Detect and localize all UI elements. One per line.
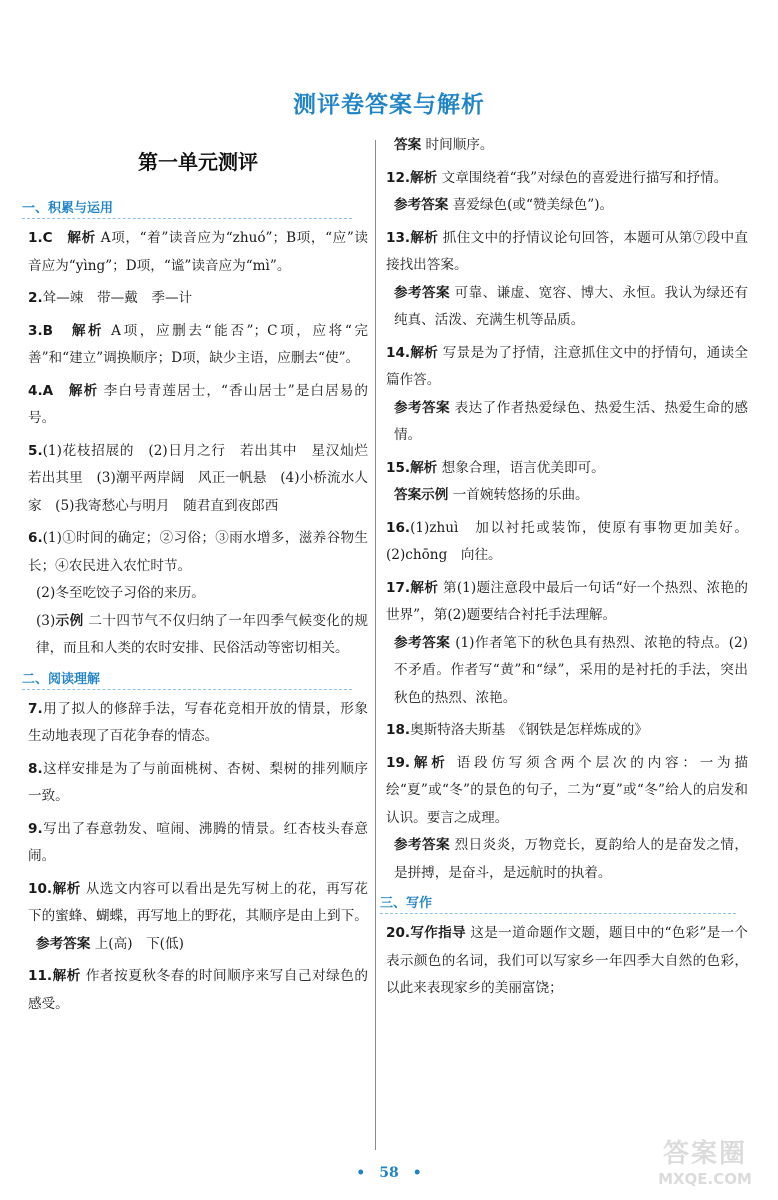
item-number: 17.	[386, 579, 411, 596]
section-heading-1: 一、积累与运用	[22, 197, 368, 219]
item-number: 7.	[28, 700, 43, 717]
right-column	[380, 132, 749, 1008]
writing-guide-label: 写作指导	[410, 925, 466, 941]
item-number: 2.	[28, 290, 43, 306]
item-number: 13.	[386, 229, 411, 246]
reference-text: 上(高) 下(低)	[94, 935, 184, 952]
answer-text: 写出了春意勃发、喧闹、沸腾的情景。红杏枝头春意闹。	[28, 820, 368, 864]
reference-text: 表达了作者热爱绿色、热爱生活、热爱生命的感情。	[394, 399, 749, 443]
unit-title: 第一单元测评	[138, 150, 258, 174]
example-label: 示例	[55, 612, 84, 629]
reference-label: 参考答案	[394, 399, 450, 416]
answer-text-part-2: (2)冬至吃饺子习俗的来历。	[36, 585, 205, 601]
answer-item-20	[386, 920, 748, 1003]
item-number: 9.	[28, 820, 43, 837]
answer-item-7	[28, 696, 368, 751]
reference-text: 可靠、谦虚、宽容、博大、永恒。我认为绿还有纯真、活泼、充满生机等品质。	[394, 284, 749, 328]
site-watermark	[640, 1138, 770, 1196]
item-number: 1.	[28, 230, 43, 246]
item-number: 11.	[28, 968, 53, 984]
answer-item-1	[28, 225, 368, 280]
analysis-text: 写景是为了抒情，注意抓住文中的抒情句，通读全篇作答。	[386, 344, 749, 388]
example-text: 二十四节气不仅归纳了一年四季气候变化的规律，而且和人类的农时安排、民俗活动等密切相关。	[36, 612, 368, 656]
item-number: 10.	[28, 880, 53, 897]
reference-answer	[386, 395, 748, 450]
analysis-label: 解析	[52, 880, 81, 897]
answer-item-17	[386, 575, 748, 713]
reference-text: 喜爱绿色(或“赞美绿色”)。	[452, 197, 614, 213]
reference-text: 烈日炎炎，万物竞长，夏韵给人的是奋发之情，是拼搏，是奋斗，是远航时的执着。	[394, 837, 749, 881]
item-number: 15.	[386, 459, 411, 476]
section-heading-2: 二、阅读理解	[22, 668, 368, 690]
reference-text: (1)作者笔下的秋色具有热烈、浓艳的特点。(2)不矛盾。作者写“黄”和“绿”，采用的是衬托的手法，突出秋色的热烈、浓艳。	[394, 634, 748, 706]
answer-item-4	[28, 378, 368, 433]
reference-label: 答案示例	[394, 487, 449, 503]
analysis-label: 解析	[410, 754, 449, 771]
reference-label: 参考答案	[394, 837, 450, 853]
item-number: 19.	[386, 754, 411, 771]
analysis-label: 解析	[410, 229, 439, 246]
analysis-text: 李白号青莲居士，“香山居士”是白居易的号。	[28, 382, 369, 426]
reference-label: 参考答案	[394, 284, 450, 301]
analysis-text: 语段仿写须含两个层次的内容：一为描绘“夏”或“冬”的景色的句子，二为“夏”或“冬”给人的启发和认识。要言之成理。	[386, 754, 749, 826]
answer-item-16	[386, 515, 748, 570]
answer-item-2	[28, 285, 368, 313]
analysis-label: 解析	[52, 968, 81, 984]
analysis-label: 解析	[410, 169, 438, 186]
analysis-label: 解析	[71, 322, 105, 339]
answer-item-19	[386, 750, 748, 888]
reference-text: 一首婉转悠扬的乐曲。	[452, 487, 589, 503]
answer-text: 奥斯特洛夫斯基 《钢铁是怎样炼成的》	[410, 722, 648, 738]
analysis-text: A项，“着”读音应为“zhuó”；B项，“应”读音应为“yìng”；D项，“谧”读音应为“mì”。	[28, 230, 368, 274]
answer-text: 时间顺序。	[425, 137, 494, 153]
watermark-url: MXQE.COM	[658, 1170, 752, 1188]
item-number: 18.	[386, 722, 411, 738]
analysis-label: 解析	[410, 459, 438, 476]
analysis-text: 想象合理，语言优美即可。	[441, 459, 605, 476]
answer-item-15	[386, 455, 748, 510]
column-divider	[375, 140, 376, 1150]
item-number: 8.	[28, 760, 43, 777]
left-column	[22, 132, 382, 1023]
answer-item-3	[28, 318, 368, 373]
answer-text-part-1: (1)①时间的确定；②习俗；③雨水增多，滋养谷物生长；④农民进入农忙时节。	[28, 530, 368, 574]
item-number: 5.	[28, 442, 43, 459]
sub-number: (3)	[36, 612, 56, 629]
answer-item-9	[28, 816, 368, 871]
analysis-text: 第(1)题注意段中最后一句话“好一个热烈、浓艳的世界”，第(2)题要结合衬托手法理解。	[386, 579, 748, 623]
page-title: 测评卷答案与解析	[293, 92, 485, 118]
reference-answer	[386, 630, 748, 713]
analysis-text: A项，应删去“能否”；C项，应将“完善”和“建立”调换顺序；D项，缺少主语，应删去“使”。	[28, 322, 369, 366]
reference-answer	[386, 280, 748, 335]
analysis-label: 解析	[410, 344, 439, 361]
reference-label: 参考答案	[394, 197, 449, 213]
section-heading-3: 三、写作	[380, 892, 748, 914]
analysis-text: 抓住文中的抒情议论句回答，本题可从第⑦段中直接找出答案。	[386, 229, 749, 273]
analysis-label: 解析	[68, 382, 99, 399]
answer-item-18	[386, 717, 748, 745]
reference-answer	[386, 192, 748, 220]
answer-item-6	[28, 525, 368, 663]
answer-text: (1)zhuì 加以衬托或装饰，使原有事物更加美好。(2)chōng 向往。	[386, 519, 748, 563]
answer-text: (1)花枝招展的 (2)日月之行 若出其中 星汉灿烂 若出其里 (3)潮平两岸阔 风正一帆悬 (4)小桥流水人家 (5)我寄愁心与明月 随君直到夜郎西	[28, 442, 382, 514]
analysis-text: 文章围绕着“我”对绿色的喜爱进行描写和抒情。	[441, 169, 728, 186]
item-number: 3.	[28, 322, 43, 339]
item-number: 4.	[28, 382, 43, 399]
answer-item-11	[28, 963, 368, 1018]
answer-item-10	[28, 876, 368, 959]
analysis-text: 从选文内容可以看出是先写树上的花，再写花下的蜜蜂、蝴蝶，再写地上的野花，其顺序是由上到下。	[28, 880, 369, 924]
item-number: 14.	[386, 344, 411, 361]
analysis-label: 解析	[410, 579, 439, 596]
reference-answer	[28, 931, 368, 959]
choice-answer: B	[42, 322, 53, 339]
answer-text: 这样安排是为了与前面桃树、杏树、梨树的排列顺序一致。	[28, 760, 368, 804]
choice-answer: C	[42, 230, 53, 246]
choice-answer: A	[42, 382, 54, 399]
answer-label: 答案	[394, 137, 422, 153]
item-number: 16.	[386, 519, 411, 536]
answer-text-part-3	[28, 608, 368, 663]
answer-item-14	[386, 340, 748, 450]
answer-item-11-continued	[386, 132, 748, 160]
page-number: • 58 •	[356, 1165, 422, 1181]
reference-label: 参考答案	[394, 634, 451, 651]
analysis-text: 作者按夏秋冬春的时间顺序来写自己对绿色的感受。	[28, 968, 369, 1012]
writing-guide-text: 这是一道命题作文题，题目中的“色彩”是一个表示颜色的名词，我们可以写家乡一年四季大自然的色彩，以此来表现家乡的美丽富饶；	[386, 925, 748, 996]
answer-text: 耸—竦 带—戴 季—计	[42, 290, 193, 306]
analysis-label: 解析	[67, 230, 96, 246]
answer-item-13	[386, 225, 748, 335]
answer-item-12	[386, 165, 748, 220]
item-number: 20.	[386, 925, 411, 941]
watermark-title: 答案圈	[662, 1139, 747, 1169]
answer-item-8	[28, 756, 368, 811]
reference-label: 参考答案	[36, 935, 91, 952]
answer-item-5	[28, 438, 382, 521]
item-number: 12.	[386, 169, 411, 186]
reference-answer	[386, 482, 748, 510]
reference-answer	[386, 832, 748, 887]
answer-text: 用了拟人的修辞手法，写春花竞相开放的情景，形象生动地表现了百花争春的情态。	[28, 700, 368, 744]
item-number: 6.	[28, 530, 43, 546]
